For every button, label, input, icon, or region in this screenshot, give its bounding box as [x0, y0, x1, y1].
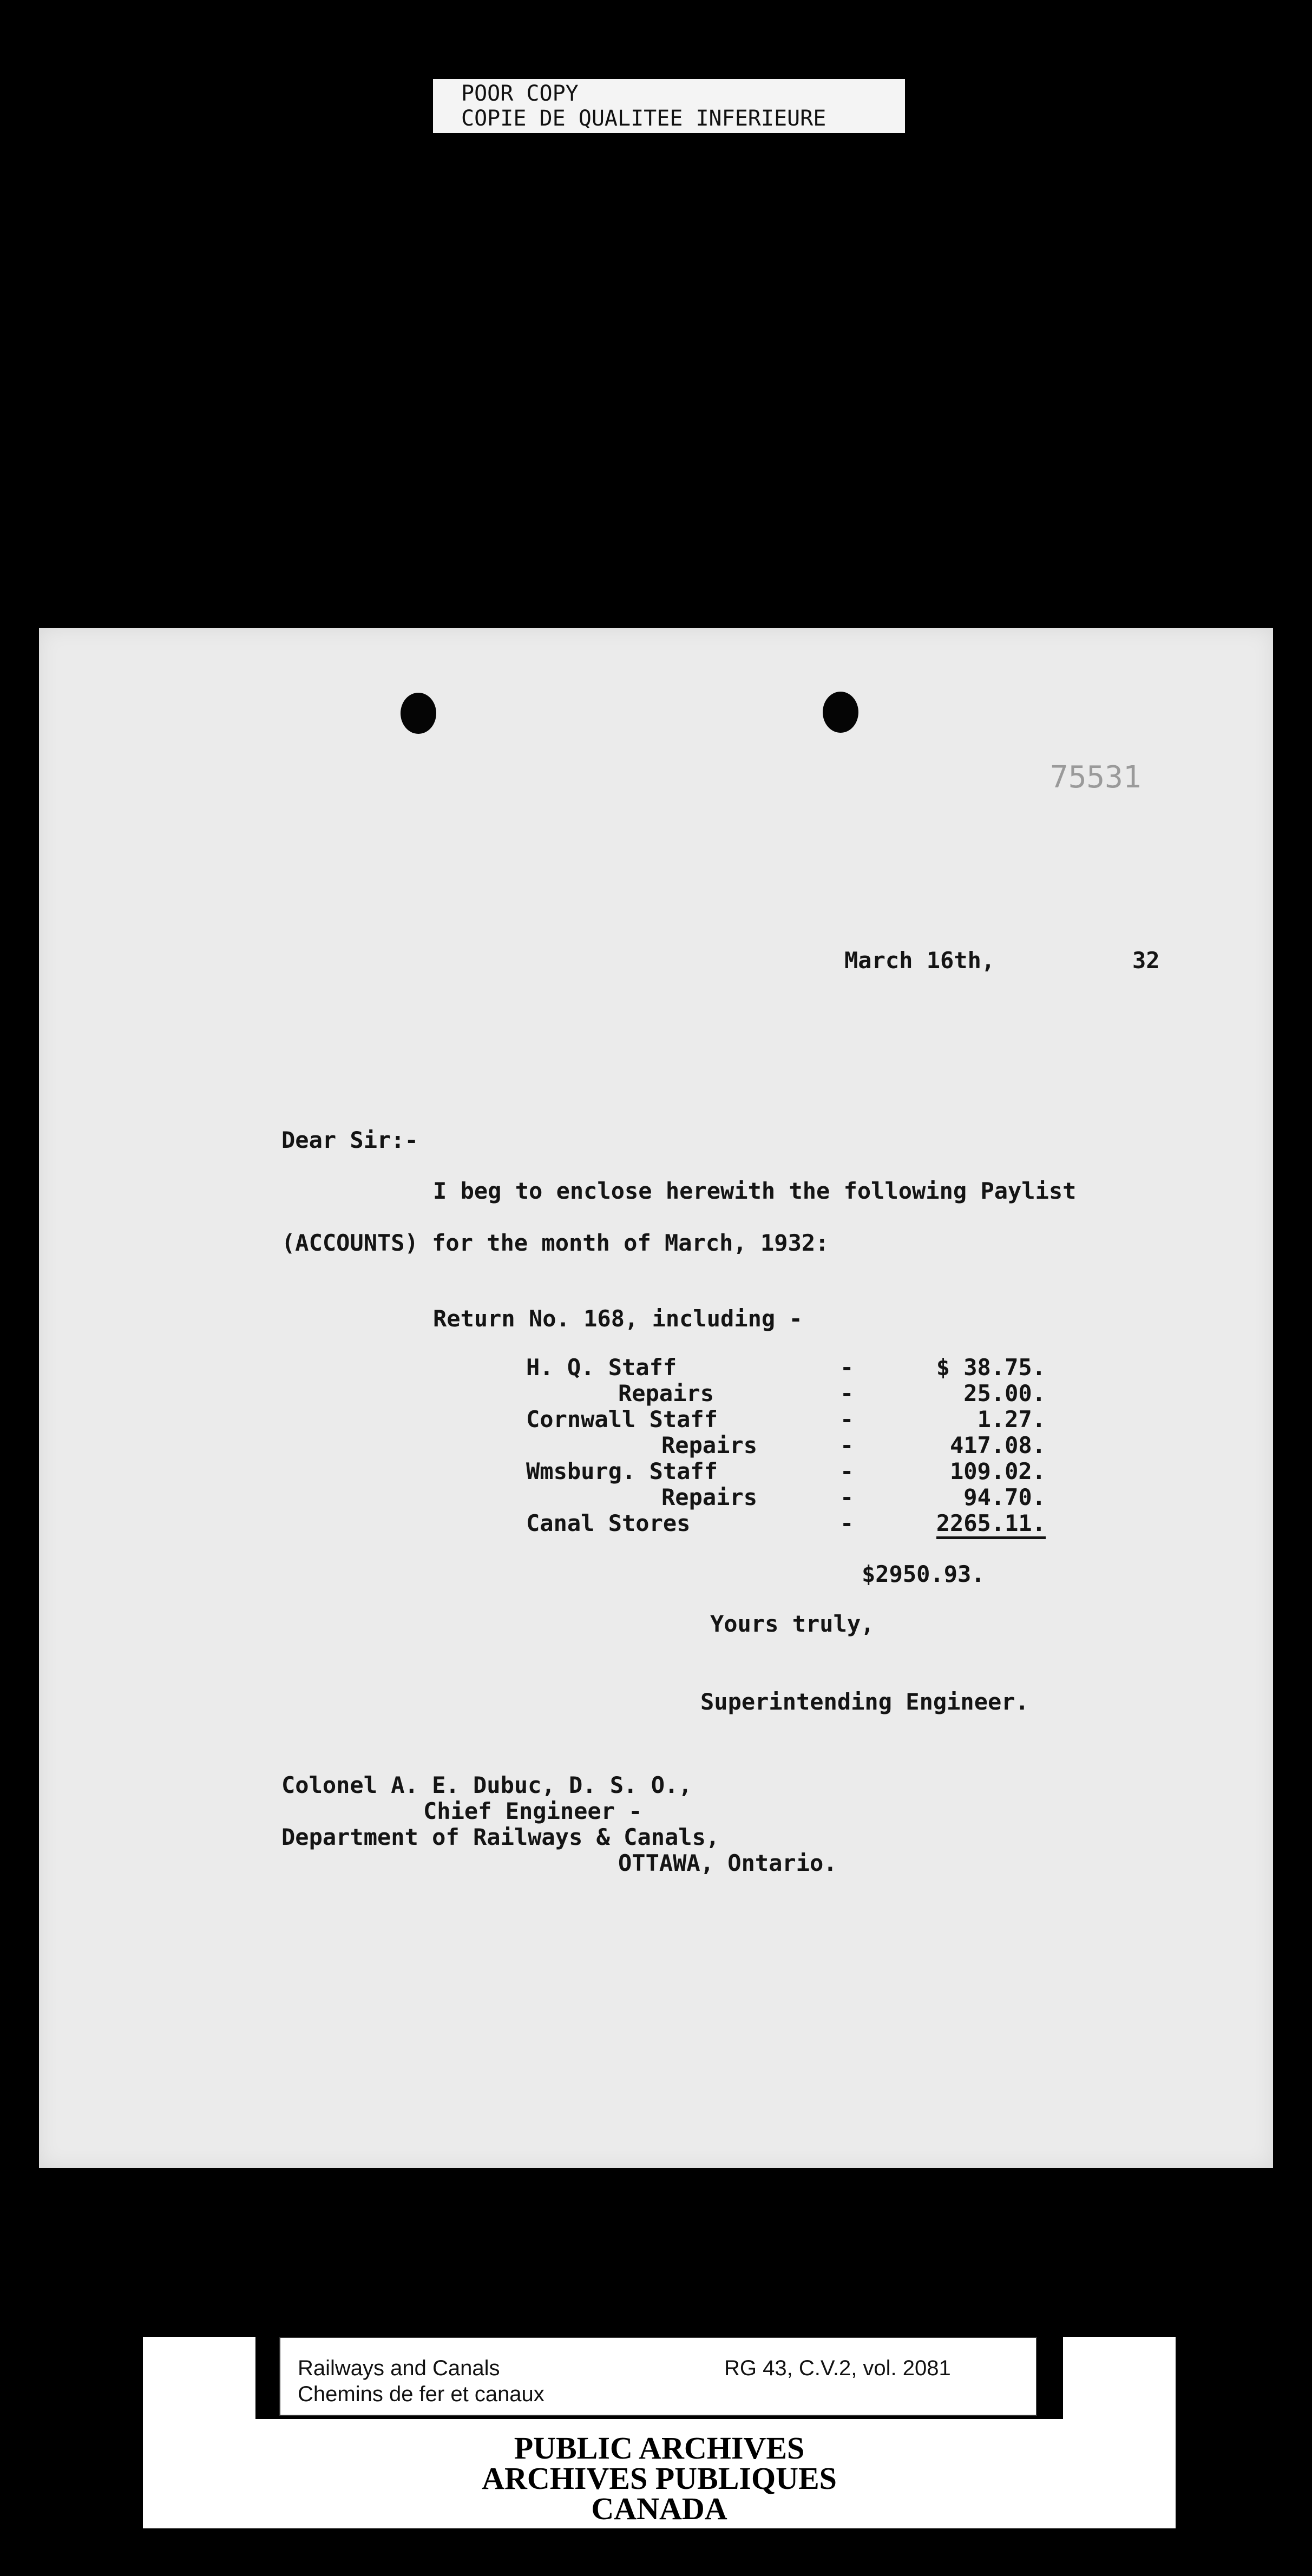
signature-title: Superintending Engineer. [700, 1688, 1029, 1715]
account-amount: 109.02. [949, 1458, 1046, 1484]
account-label: Wmsburg. Staff [526, 1458, 718, 1484]
file-number-stamp: 75531 [1050, 760, 1142, 795]
account-amount: 417.08. [949, 1432, 1046, 1458]
account-label: H. Q. Staff [526, 1354, 677, 1381]
poor-copy-label [433, 79, 905, 133]
letter-year: 32 [1132, 947, 1160, 974]
archive-country: CANADA [591, 2491, 727, 2526]
account-label: Repairs [618, 1380, 714, 1407]
account-row [526, 1354, 1046, 1380]
account-dash: - [840, 1484, 854, 1510]
account-label: Repairs [661, 1432, 758, 1458]
account-dash: - [840, 1432, 854, 1458]
archive-reference: RG 43, C.V.2, vol. 2081 [724, 2356, 951, 2380]
series-name-en: Railways and Canals [298, 2356, 500, 2380]
body-line-1: I beg to enclose herewith the following Paylist [433, 1178, 1077, 1204]
address-line-2: Chief Engineer - [423, 1798, 642, 1824]
accounts-list [526, 1354, 1046, 1536]
account-amount: $ 38.75. [936, 1354, 1046, 1381]
archive-footer [143, 2337, 1176, 2528]
letter-page [39, 628, 1273, 2168]
letter-date: March 16th, [844, 947, 995, 974]
account-label: Cornwall Staff [526, 1406, 718, 1432]
archive-name-fr: ARCHIVES PUBLIQUES [482, 2461, 837, 2496]
account-amount: 25.00. [963, 1380, 1046, 1407]
account-dash: - [840, 1354, 854, 1381]
address-line-4: OTTAWA, Ontario. [618, 1850, 837, 1876]
account-row [526, 1406, 1046, 1432]
account-label: Canal Stores [526, 1510, 691, 1536]
account-dash: - [840, 1406, 854, 1432]
archive-name-en: PUBLIC ARCHIVES [514, 2430, 805, 2466]
account-amount: 2265.11. [936, 1510, 1046, 1539]
account-dash: - [840, 1458, 854, 1484]
account-label: Repairs [661, 1484, 758, 1510]
poor-copy-label-fr: COPIE DE QUALITEE INFERIEURE [461, 106, 826, 131]
accounts-total: $2950.93. [862, 1561, 985, 1587]
account-amount: 1.27. [977, 1406, 1046, 1432]
account-row [526, 1432, 1046, 1458]
account-row [526, 1458, 1046, 1484]
closing: Yours truly, [710, 1611, 875, 1637]
reference-card [279, 2337, 1037, 2416]
punch-hole-left [401, 693, 436, 734]
account-dash: - [840, 1510, 854, 1536]
address-line-3: Department of Railways & Canals, [281, 1824, 720, 1850]
account-row [526, 1510, 1046, 1536]
poor-copy-label-en: POOR COPY [461, 81, 579, 106]
series-name-fr: Chemins de fer et canaux [298, 2382, 545, 2406]
account-row [526, 1380, 1046, 1406]
account-amount: 94.70. [963, 1484, 1046, 1510]
address-line-1: Colonel A. E. Dubuc, D. S. O., [281, 1772, 692, 1798]
salutation: Dear Sir:- [281, 1127, 418, 1153]
punch-hole-right [823, 692, 858, 733]
return-line: Return No. 168, including - [433, 1305, 803, 1332]
account-dash: - [840, 1380, 854, 1407]
account-row [526, 1484, 1046, 1510]
body-line-2: (ACCOUNTS) for the month of March, 1932: [281, 1230, 829, 1256]
